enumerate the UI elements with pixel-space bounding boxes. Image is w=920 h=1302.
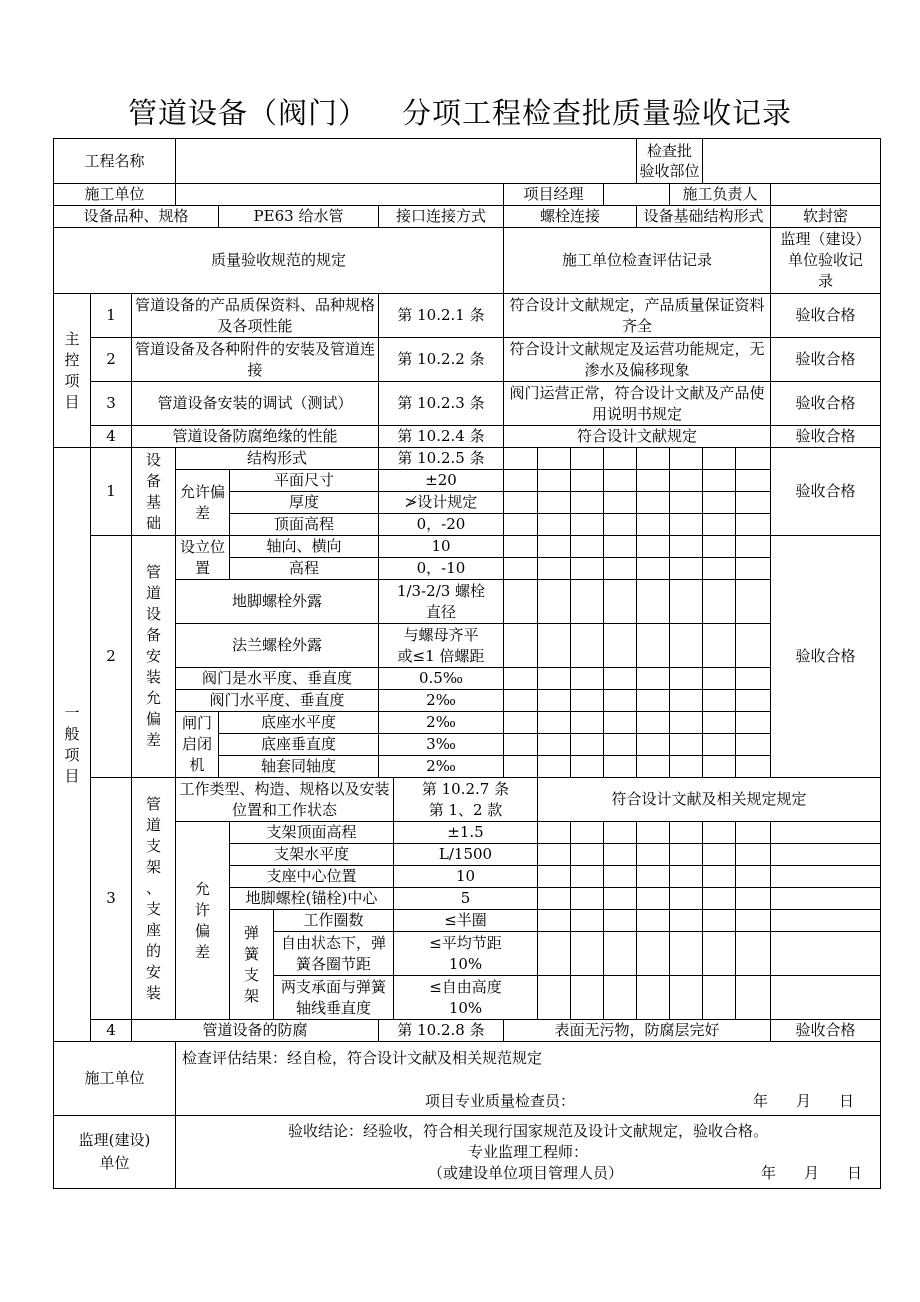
equipment-value: PE63 给水管 [219,206,379,228]
main-item-result: 验收合格 [771,426,881,448]
record-cell[interactable] [637,756,670,778]
tolerance-item-value: ±20 [379,470,504,492]
record-cell[interactable] [703,514,736,536]
record-cell[interactable] [637,448,670,470]
record-cell[interactable] [637,580,670,624]
record-cell[interactable] [538,976,571,1020]
record-cell[interactable] [703,558,736,580]
record-cell[interactable] [736,932,771,976]
record-cell[interactable] [538,866,571,888]
record-cell[interactable] [538,624,571,668]
gate-item-value: 3‰ [379,734,504,756]
general-item-no: 1 [91,448,132,536]
record-cell[interactable] [670,448,703,470]
record-cell[interactable] [703,910,736,932]
record-cell[interactable] [571,690,604,712]
gate-item-label: 底座垂直度 [219,734,379,756]
record-cell[interactable] [703,756,736,778]
record-cell[interactable] [736,514,771,536]
record-cell[interactable] [504,690,538,712]
record-cell[interactable] [637,712,670,734]
tolerance-item-label: 平面尺寸 [230,470,379,492]
main-item-clause: 第 10.2.3 条 [379,382,504,426]
equipment-label: 设备品种、规格 [54,206,219,228]
record-cell[interactable] [637,844,670,866]
flange-bolt-label: 法兰螺栓外露 [176,624,379,668]
record-cell[interactable] [670,844,703,866]
record-cell[interactable] [604,580,637,624]
record-cell[interactable] [504,492,538,514]
spring-item-value: ≤平均节距 10% [394,932,538,976]
record-cell[interactable] [736,976,771,1020]
main-item-clause: 第 10.2.1 条 [379,294,504,338]
record-cell[interactable] [538,448,571,470]
record-cell[interactable] [670,558,703,580]
record-cell[interactable] [637,668,670,690]
main-item-no: 3 [91,382,132,426]
pm-value[interactable] [604,184,670,206]
record-cell[interactable] [571,492,604,514]
record-cell[interactable] [637,932,670,976]
spring-support-label: 弹 簧 支 架 [230,910,274,1020]
supervisor-result-text: 验收结论：经验收，符合相关现行国家规范及设计文献规定，验收合格。 [288,1121,769,1140]
support-item-value: ±1.5 [394,822,538,844]
record-cell[interactable] [736,668,771,690]
site-lead-value[interactable] [771,184,881,206]
record-cell[interactable] [571,734,604,756]
record-cell[interactable] [637,866,670,888]
record-cell[interactable] [670,690,703,712]
record-cell[interactable] [736,756,771,778]
record-cell[interactable] [504,624,538,668]
valve-level-value: 0.5‰ [379,668,504,690]
general-item-result: 验收合格 [771,536,881,778]
record-cell[interactable] [571,470,604,492]
support-item-value: 10 [394,866,538,888]
record-cell[interactable] [504,734,538,756]
project-name-label: 工程名称 [54,139,176,184]
record-cell[interactable] [771,844,881,866]
record-cell[interactable] [571,624,604,668]
install-group-label: 管 道 设 备 安 装 允 偏 差 [132,536,176,778]
record-cell[interactable] [504,514,538,536]
support-item-label: 支座中心位置 [230,866,394,888]
tolerance-item-label: 顶面高程 [230,514,379,536]
record-cell[interactable] [504,580,538,624]
record-cell[interactable] [604,822,637,844]
contractor-sign-date: 年 月 日 [753,1091,855,1110]
contractor-sign-label: 施工单位 [54,1042,176,1116]
record-cell[interactable] [604,558,637,580]
record-cell[interactable] [571,910,604,932]
work-state-clause: 第 10.2.7 条 第 1、2 款 [394,778,538,822]
record-cell[interactable] [703,888,736,910]
record-cell[interactable] [604,976,637,1020]
record-cell[interactable] [571,514,604,536]
record-cell[interactable] [571,536,604,558]
record-cell[interactable] [703,844,736,866]
gate-item-value: 2‰ [379,756,504,778]
title-part-1: 管道设备（阀门） [127,96,368,130]
spring-item-value: ≤半圈 [394,910,538,932]
constructor-value[interactable] [176,184,504,206]
record-cell[interactable] [771,888,881,910]
contractor-sign-area [176,1042,881,1116]
record-cell[interactable] [703,866,736,888]
tolerance-label: 允许偏 差 [176,470,230,536]
general-item-clause: 第 10.2.8 条 [379,1020,504,1042]
page-title [0,96,920,130]
contractor-record-column-header: 施工单位检查评估记录 [504,228,771,294]
record-cell[interactable] [571,668,604,690]
record-cell[interactable] [571,756,604,778]
tolerance-item-label: 厚度 [230,492,379,514]
record-cell[interactable] [538,822,571,844]
position-label: 设立位 置 [176,536,230,580]
record-cell[interactable] [604,470,637,492]
record-cell[interactable] [571,822,604,844]
project-name-value[interactable] [176,139,637,184]
record-cell[interactable] [604,756,637,778]
record-cell[interactable] [637,514,670,536]
record-cell[interactable] [571,448,604,470]
record-cell[interactable] [736,470,771,492]
main-item-result: 验收合格 [771,294,881,338]
record-cell[interactable] [504,668,538,690]
record-cell[interactable] [703,932,736,976]
supervisor-engineer-label: 专业监理工程师： [468,1142,589,1161]
record-cell[interactable] [504,712,538,734]
record-cell[interactable] [670,712,703,734]
record-cell[interactable] [736,492,771,514]
record-cell[interactable] [703,580,736,624]
record-cell[interactable] [637,492,670,514]
foundation-value: 软封密 [771,206,881,228]
record-cell[interactable] [538,690,571,712]
record-cell[interactable] [736,712,771,734]
main-item-record: 阀门运营正常，符合设计文献及产品使用说明书规定 [504,382,771,426]
inspection-lot-label: 检查批 验收部位 [637,139,703,184]
record-cell[interactable] [736,580,771,624]
anchor-bolt-label: 地脚螺栓外露 [176,580,379,624]
record-cell[interactable] [670,932,703,976]
position-item-value: 10 [379,536,504,558]
record-cell[interactable] [538,492,571,514]
record-cell[interactable] [736,910,771,932]
record-cell[interactable] [538,888,571,910]
supervisor-sign-area [176,1116,881,1189]
record-cell[interactable] [771,976,881,1020]
record-cell[interactable] [604,844,637,866]
main-item-result: 验收合格 [771,382,881,426]
structure-form-clause: 第 10.2.5 条 [379,448,504,470]
record-cell[interactable] [637,690,670,712]
work-state-label: 工作类型、构造、规格以及安装位置和工作状态 [176,778,394,822]
quality-inspector-label: 项目专业质量检查员： [424,1091,575,1110]
position-item-label: 高程 [230,558,379,580]
record-cell[interactable] [670,734,703,756]
record-cell[interactable] [670,822,703,844]
record-cell[interactable] [538,558,571,580]
record-cell[interactable] [538,580,571,624]
record-cell[interactable] [703,536,736,558]
main-item-clause: 第 10.2.2 条 [379,338,504,382]
record-cell[interactable] [670,536,703,558]
record-cell[interactable] [703,624,736,668]
structure-form-label: 结构形式 [176,448,379,470]
record-cell[interactable] [736,558,771,580]
record-cell[interactable] [670,976,703,1020]
main-item-text: 管道设备安装的调试（测试） [132,382,379,426]
support-tolerance-label: 允 许 偏 差 [176,822,230,1020]
record-cell[interactable] [504,756,538,778]
record-cell[interactable] [538,470,571,492]
record-cell[interactable] [504,470,538,492]
main-item-text: 管道设备及各种附件的安装及管道连接 [132,338,379,382]
record-cell[interactable] [571,558,604,580]
record-cell[interactable] [504,536,538,558]
support-item-label: 支架顶面高程 [230,822,394,844]
record-cell[interactable] [571,844,604,866]
record-cell[interactable] [670,470,703,492]
record-cell[interactable] [604,888,637,910]
record-cell[interactable] [637,888,670,910]
main-control-label: 主 控 项 目 [54,294,91,448]
record-cell[interactable] [604,624,637,668]
record-cell[interactable] [736,536,771,558]
record-cell[interactable] [771,932,881,976]
record-cell[interactable] [670,888,703,910]
valve-level-label: 阀门是水平度、垂直度 [176,668,379,690]
support-group-label: 管 道 支 架 、 支 座 的 安 装 [132,778,176,1020]
flange-bolt-value: 与螺母齐平 或≤1 倍螺距 [379,624,504,668]
record-cell[interactable] [736,690,771,712]
contractor-result-text: 检查评估结果：经自检，符合设计文献及相关规范规定 [182,1048,543,1067]
record-cell[interactable] [604,734,637,756]
main-item-no: 2 [91,338,132,382]
record-cell[interactable] [703,668,736,690]
record-cell[interactable] [538,756,571,778]
inspection-lot-value[interactable] [703,139,881,184]
record-cell[interactable] [571,580,604,624]
main-item-record: 符合设计文献规定 [504,426,771,448]
record-cell[interactable] [771,910,881,932]
gate-hoist-label: 闸门 启闭 机 [176,712,219,778]
main-item-record: 符合设计文献规定，产品质量保证资料齐全 [504,294,771,338]
record-cell[interactable] [504,558,538,580]
valve-level-2-label: 阀门水平度、垂直度 [176,690,379,712]
record-cell[interactable] [637,558,670,580]
record-cell[interactable] [538,712,571,734]
record-cell[interactable] [604,448,637,470]
record-cell[interactable] [637,910,670,932]
record-cell[interactable] [538,514,571,536]
record-cell[interactable] [637,470,670,492]
general-items-label: 一 般 项 目 [54,448,91,1042]
valve-level-2-value: 2‰ [379,690,504,712]
spec-column-header: 质量验收规范的规定 [54,228,504,294]
foundation-group-label: 设 备 基 础 [132,448,176,536]
main-item-no: 1 [91,294,132,338]
record-cell[interactable] [771,866,881,888]
main-item-record: 符合设计文献规定及运营功能规定，无渗水及偏移现象 [504,338,771,382]
support-item-value: L/1500 [394,844,538,866]
record-cell[interactable] [736,822,771,844]
record-cell[interactable] [637,734,670,756]
record-cell[interactable] [670,668,703,690]
gate-item-value: 2‰ [379,712,504,734]
record-cell[interactable] [703,448,736,470]
general-item-text: 管道设备的防腐 [132,1020,379,1042]
spring-item-label: 工作圈数 [274,910,394,932]
record-cell[interactable] [604,932,637,976]
record-cell[interactable] [637,624,670,668]
site-lead-label: 施工负责人 [670,184,771,206]
supervisor-sign-label: 监理(建设) 单位 [54,1116,176,1189]
record-cell[interactable] [538,536,571,558]
anchor-bolt-value: 1/3-2/3 螺栓 直径 [379,580,504,624]
record-cell[interactable] [736,844,771,866]
record-cell[interactable] [637,822,670,844]
record-cell[interactable] [736,866,771,888]
inspection-record-table [53,138,881,1189]
pm-label: 项目经理 [504,184,604,206]
position-item-label: 轴向、横向 [230,536,379,558]
record-cell[interactable] [604,712,637,734]
record-cell[interactable] [703,492,736,514]
record-cell[interactable] [670,514,703,536]
general-item-no: 4 [91,1020,132,1042]
record-cell[interactable] [538,910,571,932]
record-cell[interactable] [703,734,736,756]
record-cell[interactable] [736,624,771,668]
record-cell[interactable] [670,866,703,888]
record-cell[interactable] [670,624,703,668]
record-cell[interactable] [538,932,571,976]
record-cell[interactable] [771,822,881,844]
general-item-record: 表面无污物，防腐层完好 [504,1020,771,1042]
record-cell[interactable] [637,536,670,558]
support-item-label: 地脚螺栓(锚栓)中心 [230,888,394,910]
record-cell[interactable] [670,580,703,624]
position-item-value: 0，-10 [379,558,504,580]
record-cell[interactable] [736,734,771,756]
record-cell[interactable] [604,536,637,558]
record-cell[interactable] [538,734,571,756]
record-cell[interactable] [604,492,637,514]
record-cell[interactable] [670,910,703,932]
tolerance-item-value: ≯设计规定 [379,492,504,514]
joint-label: 接口连接方式 [379,206,504,228]
record-cell[interactable] [571,712,604,734]
joint-value: 螺栓连接 [504,206,637,228]
record-cell[interactable] [538,844,571,866]
record-cell[interactable] [670,492,703,514]
record-cell[interactable] [703,976,736,1020]
general-item-no: 3 [91,778,132,1020]
record-cell[interactable] [604,690,637,712]
foundation-label: 设备基础结构形式 [637,206,771,228]
record-cell[interactable] [504,448,538,470]
record-cell[interactable] [703,712,736,734]
record-cell[interactable] [637,976,670,1020]
constructor-label: 施工单位 [54,184,176,206]
record-cell[interactable] [604,866,637,888]
spring-item-label: 两支承面与弹簧轴线垂直度 [274,976,394,1020]
owner-representative-label: （或建设单位项目管理人员） [427,1163,623,1182]
main-item-clause: 第 10.2.4 条 [379,426,504,448]
gate-item-label: 轴套同轴度 [219,756,379,778]
general-item-result: 验收合格 [771,1020,881,1042]
record-cell[interactable] [538,668,571,690]
main-item-result: 验收合格 [771,338,881,382]
title-part-2: 分项工程检查批质量验收记录 [402,96,793,130]
work-state-record: 符合设计文献及相关规定规定 [538,778,881,822]
main-item-text: 管道设备的产品质保资料、品种规格及各项性能 [132,294,379,338]
record-cell[interactable] [703,822,736,844]
record-cell[interactable] [604,514,637,536]
general-item-result: 验收合格 [771,448,881,536]
record-cell[interactable] [571,932,604,976]
supervisor-sign-date: 年 月 日 [761,1163,863,1182]
record-cell[interactable] [571,888,604,910]
support-item-label: 支架水平度 [230,844,394,866]
tolerance-item-value: 0，-20 [379,514,504,536]
record-cell[interactable] [703,690,736,712]
supervisor-column-header: 监理（建设） 单位验收记 录 [771,228,881,294]
main-item-text: 管道设备防腐绝缘的性能 [132,426,379,448]
record-cell[interactable] [604,668,637,690]
general-item-no: 2 [91,536,132,778]
record-cell[interactable] [670,756,703,778]
main-item-no: 4 [91,426,132,448]
spring-item-value: ≤自由高度 10% [394,976,538,1020]
record-cell[interactable] [736,448,771,470]
record-cell[interactable] [604,910,637,932]
support-item-value: 5 [394,888,538,910]
record-cell[interactable] [571,866,604,888]
record-cell[interactable] [703,470,736,492]
gate-item-label: 底座水平度 [219,712,379,734]
record-cell[interactable] [571,976,604,1020]
record-cell[interactable] [736,888,771,910]
spring-item-label: 自由状态下，弹簧各圈节距 [274,932,394,976]
